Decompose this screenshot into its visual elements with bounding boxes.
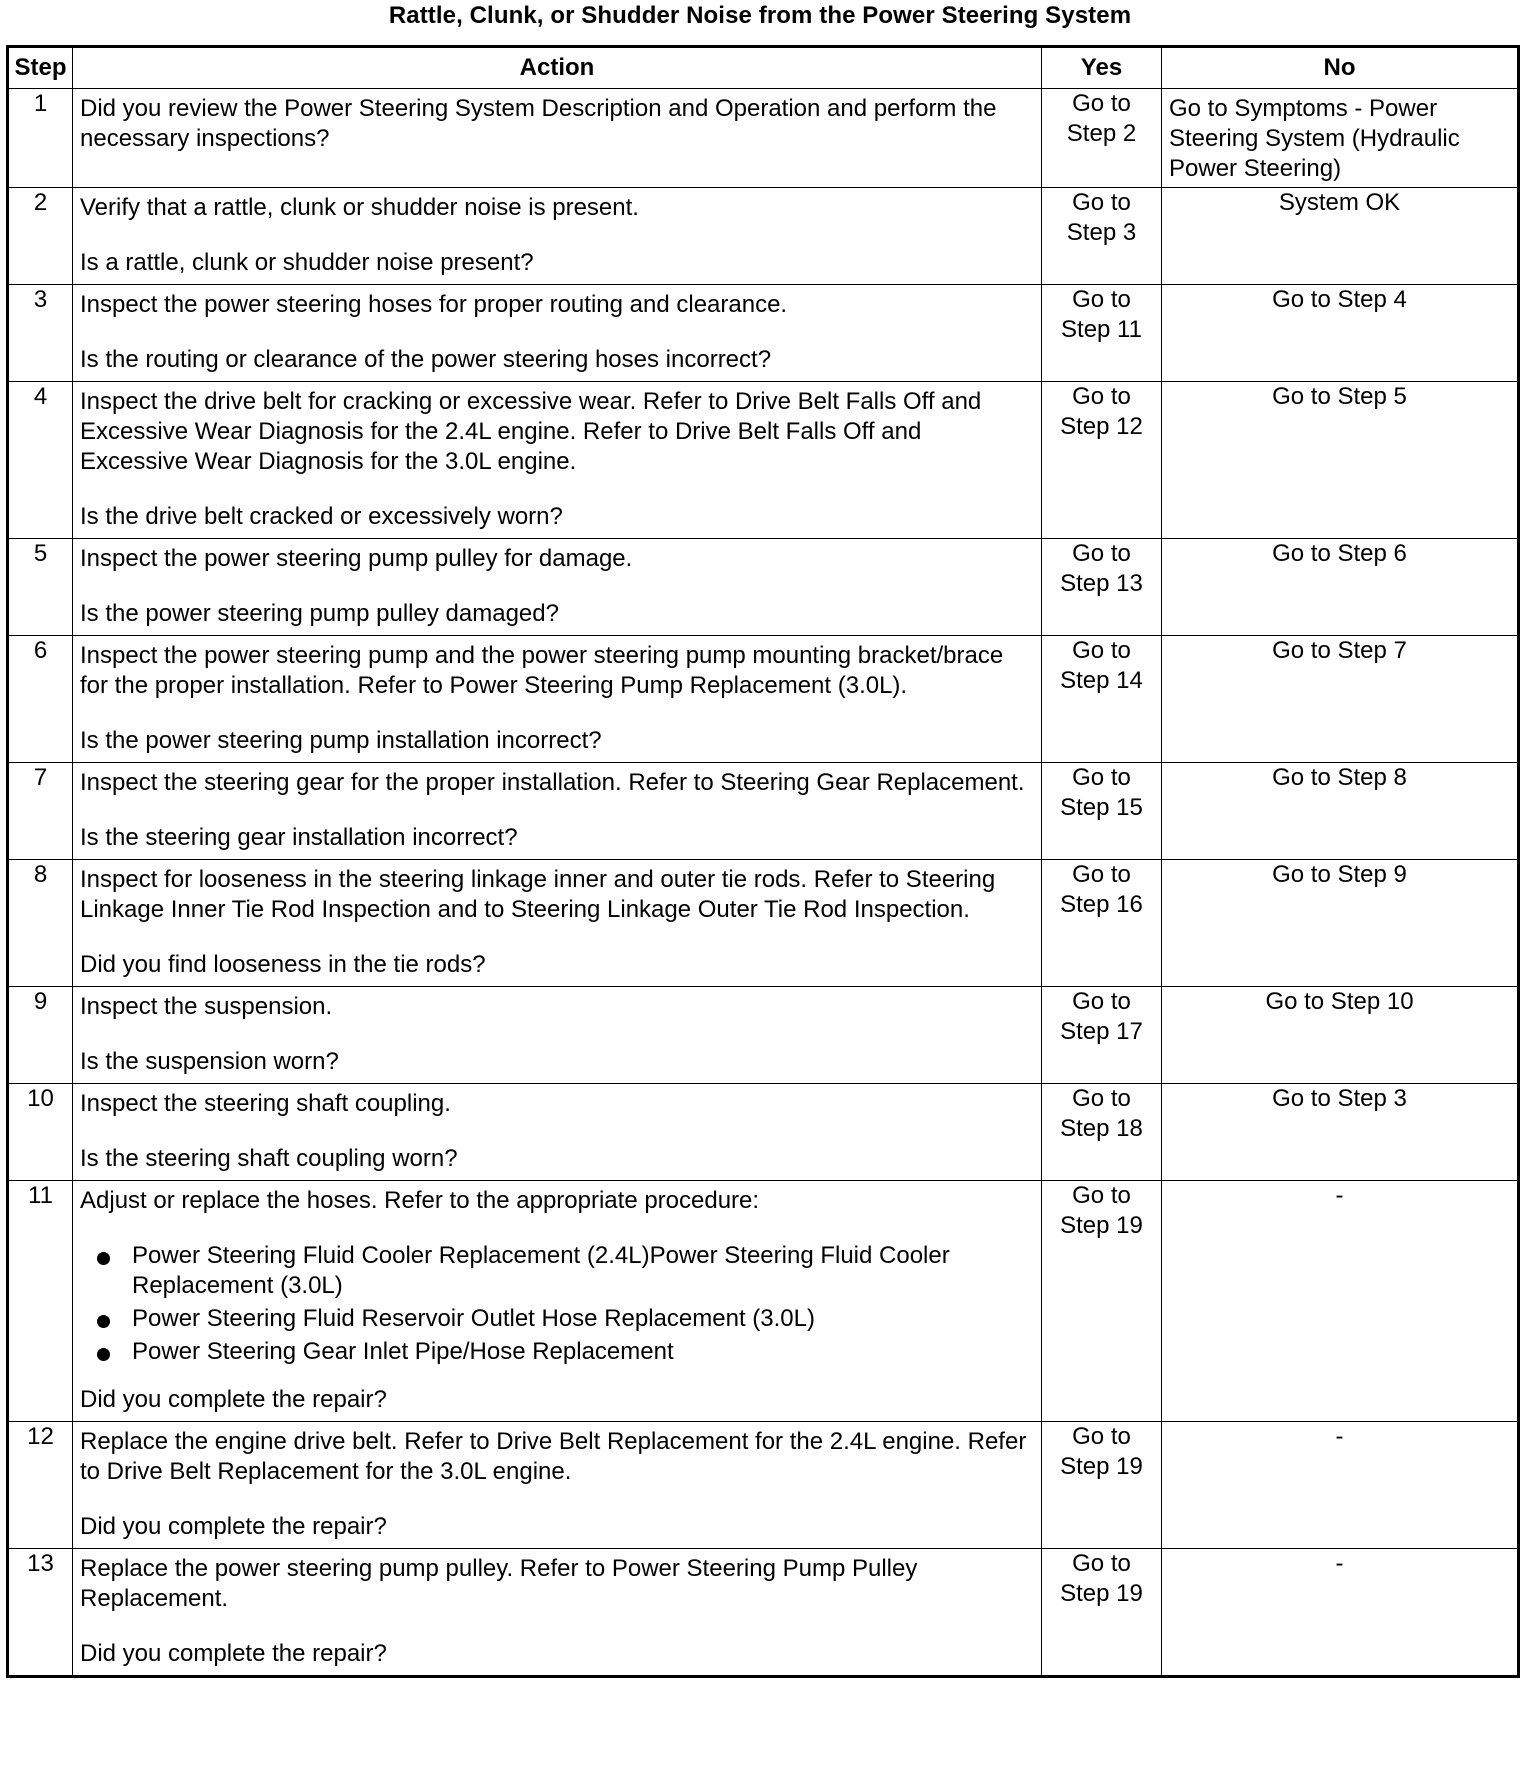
action-text: Inspect the power steering hoses for proper routing and clearance. [80,291,788,318]
action-cell [73,382,1042,539]
action-question: Is the steering shaft coupling worn? [80,1145,458,1172]
action-cell [73,636,1042,763]
page-title: Rattle, Clunk, or Shudder Noise from the Power Steering System [388,2,1132,29]
no-cell: Go to Step 9 [1162,860,1519,987]
yes-cell: Go to Step 12 [1042,382,1162,539]
step-number: 5 [8,539,73,636]
step-number: 13 [8,1549,73,1677]
no-cell: Go to Step 3 [1162,1084,1519,1181]
no-cell: - [1162,1181,1519,1422]
action-question: Did you find looseness in the tie rods? [80,951,486,978]
action-question: Is the suspension worn? [80,1048,339,1075]
procedure-text: Power Steering Fluid Reservoir Outlet Hose Replacement (3.0L) [132,1305,815,1332]
action-text: Inspect the power steering pump pulley for damage. [80,545,633,572]
header-yes: Yes [1042,47,1162,89]
action-text: Inspect the power steering pump and the power steering pump mounting bracket/brace for the proper installation. Refer to Power Steering Pump Replacement (3.0L). [80,642,1004,699]
table-row [8,1549,1519,1677]
table-row [8,539,1519,636]
table-row [8,987,1519,1084]
bullet-icon [97,1252,110,1265]
yes-cell: Go to Step 15 [1042,763,1162,860]
action-cell [73,987,1042,1084]
yes-cell: Go to Step 3 [1042,188,1162,285]
no-cell: Go to Step 4 [1162,285,1519,382]
action-text: Inspect the steering gear for the proper installation. Refer to Steering Gear Replacement. [80,769,1025,796]
yes-cell: Go to Step 19 [1042,1181,1162,1422]
table-row [8,188,1519,285]
table-row [8,382,1519,539]
no-cell: System OK [1162,188,1519,285]
list-item [132,1241,1033,1301]
step-number: 1 [8,89,73,188]
header-step: Step [8,47,73,89]
no-cell: - [1162,1549,1519,1677]
action-text: Inspect for looseness in the steering linkage inner and outer tie rods. Refer to Steering Linkage Inner Tie Rod Inspection and to Steering Linkage Outer Tie Rod Inspection. [80,866,996,923]
header-row [8,47,1519,89]
table-row [8,860,1519,987]
action-question: Is the drive belt cracked or excessively worn? [80,503,563,530]
step-number: 4 [8,382,73,539]
table-row [8,89,1519,188]
action-text: Replace the power steering pump pulley. Refer to Power Steering Pump Pulley Replacement. [80,1555,918,1612]
action-cell [73,1084,1042,1181]
step-number: 3 [8,285,73,382]
action-question: Did you complete the repair? [80,1640,387,1667]
table-row [8,636,1519,763]
step-number: 2 [8,188,73,285]
yes-cell: Go to Step 11 [1042,285,1162,382]
procedure-list [80,1241,1033,1367]
step-number: 6 [8,636,73,763]
action-question: Is a rattle, clunk or shudder noise present? [80,249,534,276]
no-cell: Go to Step 7 [1162,636,1519,763]
header-action: Action [73,47,1042,89]
table-row [8,763,1519,860]
no-cell: Go to Step 10 [1162,987,1519,1084]
yes-cell: Go to Step 13 [1042,539,1162,636]
header-no: No [1162,47,1519,89]
step-number: 12 [8,1422,73,1549]
action-text: Adjust or replace the hoses. Refer to the appropriate procedure: [80,1187,760,1214]
yes-cell: Go to Step 14 [1042,636,1162,763]
table-row [8,1181,1519,1422]
procedure-text: Power Steering Fluid Cooler Replacement (2.4L)Power Steering Fluid Cooler Replacement (3.0L) [132,1242,950,1299]
action-question: Did you complete the repair? [80,1386,387,1413]
table-row [8,1422,1519,1549]
no-cell: - [1162,1422,1519,1549]
action-cell [73,1422,1042,1549]
no-cell: Go to Symptoms - Power Steering System (Hydraulic Power Steering) [1162,89,1519,188]
list-item [132,1304,1033,1334]
action-text: Replace the engine drive belt. Refer to Drive Belt Replacement for the 2.4L engine. Refer to Drive Belt Replacement for the 3.0L engine. [80,1428,1027,1485]
yes-cell: Go to Step 18 [1042,1084,1162,1181]
yes-cell: Go to Step 19 [1042,1549,1162,1677]
action-cell [73,1549,1042,1677]
yes-cell: Go to Step 17 [1042,987,1162,1084]
action-text: Did you review the Power Steering System Description and Operation and perform the necessary inspections? [80,95,997,152]
action-text: Inspect the steering shaft coupling. [80,1090,451,1117]
yes-cell: Go to Step 2 [1042,89,1162,188]
no-cell: Go to Step 8 [1162,763,1519,860]
step-number: 8 [8,860,73,987]
action-cell [73,188,1042,285]
yes-cell: Go to Step 19 [1042,1422,1162,1549]
action-text: Inspect the suspension. [80,993,333,1020]
no-cell: Go to Step 5 [1162,382,1519,539]
action-question: Is the power steering pump pulley damaged? [80,600,559,627]
bullet-icon [97,1348,110,1361]
table-row [8,1084,1519,1181]
table-row [8,285,1519,382]
step-number: 11 [8,1181,73,1422]
action-text: Verify that a rattle, clunk or shudder noise is present. [80,194,639,221]
procedure-text: Power Steering Gear Inlet Pipe/Hose Replacement [132,1338,674,1365]
action-cell [73,539,1042,636]
action-question: Is the routing or clearance of the power steering hoses incorrect? [80,346,772,373]
yes-cell: Go to Step 16 [1042,860,1162,987]
step-number: 10 [8,1084,73,1181]
action-cell [73,285,1042,382]
diagnostic-table [6,45,1520,1678]
action-question: Is the steering gear installation incorrect? [80,824,518,851]
action-cell [73,763,1042,860]
list-item [132,1337,1033,1367]
action-cell [73,89,1042,188]
action-cell [73,1181,1042,1422]
action-question: Is the power steering pump installation incorrect? [80,727,602,754]
bullet-icon [97,1315,110,1328]
no-cell: Go to Step 6 [1162,539,1519,636]
action-text: Inspect the drive belt for cracking or excessive wear. Refer to Drive Belt Falls Off and Excessive Wear Diagnosis for the 2.4L engine. Refer to Drive Belt Falls Off and Excessive Wear Diagnosis for the 3.0L engine. [80,388,982,475]
step-number: 7 [8,763,73,860]
action-cell [73,860,1042,987]
action-question: Did you complete the repair? [80,1513,387,1540]
step-number: 9 [8,987,73,1084]
